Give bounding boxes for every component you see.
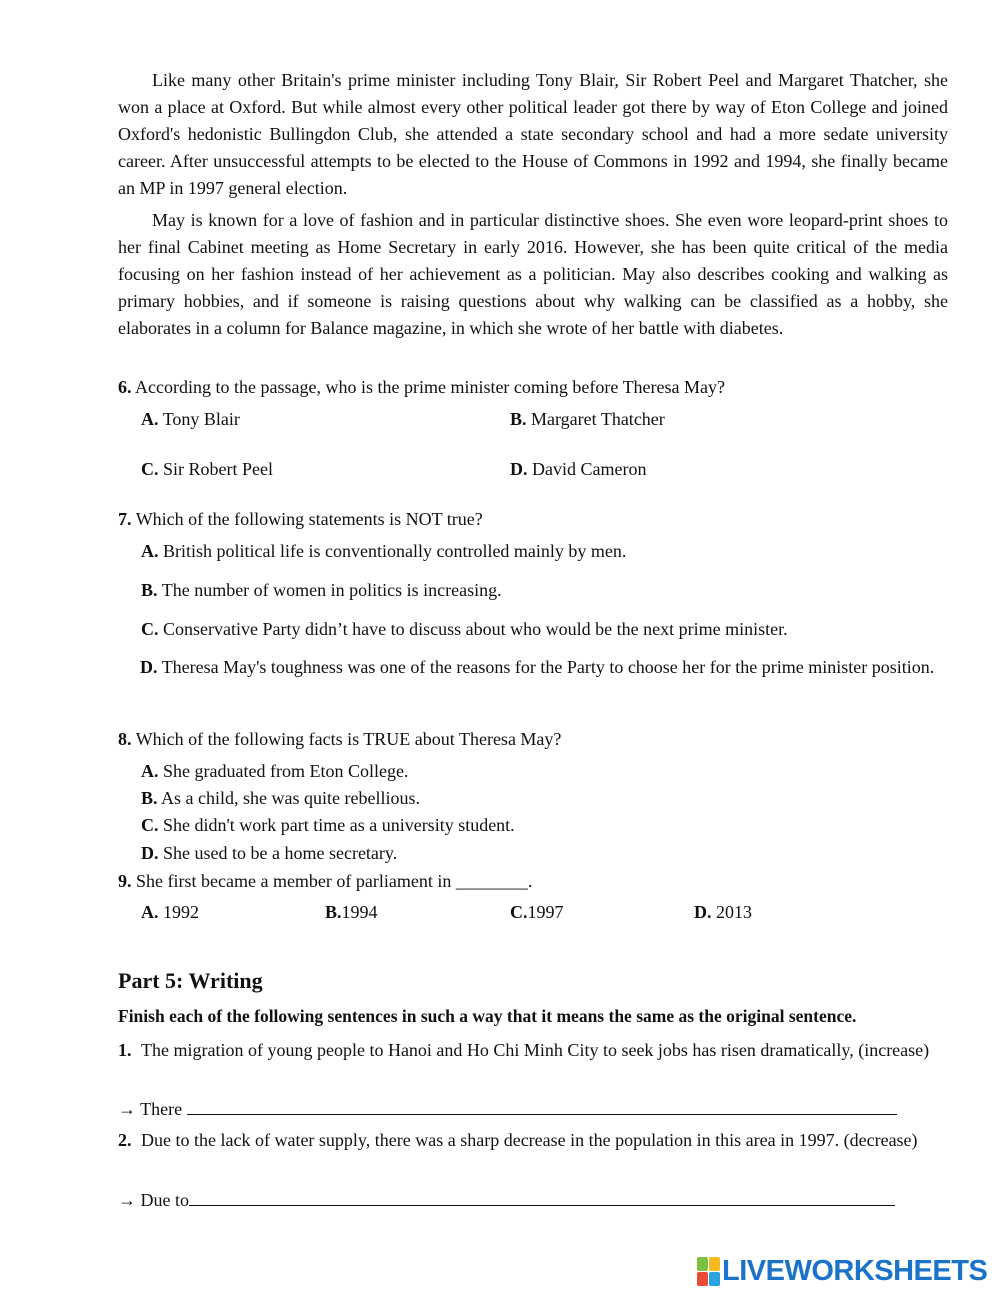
item-number: 2. [118,1130,132,1150]
option-text: British political life is conventionally controlled mainly by men. [163,541,627,561]
logo-tile-l [697,1257,708,1271]
q9-option-d[interactable] [694,900,752,924]
q7-option-d[interactable] [140,650,948,684]
option-text: Sir Robert Peel [163,459,273,479]
question-9 [118,869,532,893]
option-letter: C. [141,459,159,479]
q8-option-b[interactable] [141,786,420,810]
question-number: 9. [118,871,132,891]
option-text: 1994 [341,902,378,922]
option-text: 2013 [716,902,752,922]
logo-tile-e [709,1272,720,1286]
q6-option-a[interactable] [141,407,240,431]
answer-blank[interactable] [189,1187,895,1206]
option-text: She didn't work part time as a university student. [163,815,515,835]
option-letter: A. [141,761,159,781]
logo-icon [697,1257,720,1286]
option-letter: C. [141,619,159,639]
question-number: 8. [118,729,132,749]
option-letter: D. [140,657,158,677]
q8-option-d[interactable] [141,841,397,865]
question-8 [118,727,561,751]
writing-item-1 [118,1037,948,1064]
option-text: Margaret Thatcher [531,409,665,429]
writing-instruction: Finish each of the following sentences in such a way that it means the same as the original sentence. [118,1006,857,1026]
answer-prompt: → There [118,1099,183,1119]
option-text: As a child, she was quite rebellious. [161,788,420,808]
writing-item-2 [118,1127,948,1154]
option-text: David Cameron [532,459,647,479]
question-number: 7. [118,509,132,529]
logo-tile-v [697,1272,708,1286]
answer-prompt: → Due to [118,1190,189,1210]
q9-option-a[interactable] [141,900,199,924]
liveworksheets-logo [697,1254,987,1288]
option-letter: A. [141,409,159,429]
q7-option-c[interactable] [141,617,788,641]
q8-option-c[interactable] [141,813,515,837]
option-text: 1997 [527,902,564,922]
q8-option-a[interactable] [141,759,408,783]
q9-option-c[interactable] [510,900,564,924]
question-6 [118,375,725,399]
item-text: The migration of young people to Hanoi and Ho Chi Minh City to seek jobs has risen dramatically, (increase) [141,1040,930,1060]
question-7 [118,507,483,531]
option-text: The number of women in politics is increasing. [161,580,502,600]
passage-paragraph-2: May is known for a love of fashion and in particular distinctive shoes. She even wore leopard-print shoes to her final Cabinet meeting as Home Secretary in early 2016. However, she has been quite critical of the media focusing on her fashion instead of her achievement as a politician. May also describes cooking and walking as primary hobbies, and if someone is raising questions about why walking can be classified as a hobby, she elaborates in a column for Balance magazine, in which she wrote of her battle with diabetes. [118,210,948,338]
option-letter: B. [141,788,158,808]
option-letter: D. [141,843,159,863]
q6-option-c[interactable] [141,457,273,481]
question-text: Which of the following statements is NOT true? [135,509,483,529]
question-number: 6. [118,377,132,397]
option-letter: B. [325,902,342,922]
option-letter: C. [510,902,528,922]
question-text: Which of the following facts is TRUE about Theresa May? [135,729,562,749]
q6-option-d[interactable] [510,457,646,481]
writing-answer-1 [118,1096,897,1121]
option-letter: D. [694,902,712,922]
option-letter: B. [141,580,158,600]
option-letter: D. [510,459,528,479]
option-letter: A. [141,541,159,561]
question-text: She first became a member of parliament in ________. [136,871,533,891]
section-title: Part 5: Writing [118,968,263,993]
q6-option-b[interactable] [510,407,665,431]
question-text: According to the passage, who is the prime minister coming before Theresa May? [135,377,726,397]
q7-option-a[interactable] [141,539,626,563]
item-text: Due to the lack of water supply, there was a sharp decrease in the population in this area in 1997. (decrease) [141,1130,918,1150]
writing-answer-2 [118,1187,895,1212]
option-text: 1992 [163,902,199,922]
item-number: 1. [118,1040,132,1060]
option-text: Theresa May's toughness was one of the reasons for the Party to choose her for the prime minister position. [161,657,935,677]
passage-paragraph-1: Like many other Britain's prime minister including Tony Blair, Sir Robert Peel and Margaret Thatcher, she won a place at Oxford. But while almost every other political leader got there by way of Eton College and joined Oxford's hedonistic Bullingdon Club, she attended a state secondary school and had a more sedate university career. After unsuccessful attempts to be elected to the House of Commons in 1992 and 1994, she finally became an MP in 1997 general election. [118,70,948,198]
option-text: She used to be a home secretary. [163,843,398,863]
logo-text: LIVEWORKSHEETS [722,1254,988,1287]
logo-tile-i [709,1257,720,1271]
option-text: Conservative Party didn’t have to discuss about who would be the next prime minister. [163,619,788,639]
option-letter: A. [141,902,159,922]
answer-blank[interactable] [187,1096,897,1115]
option-letter: B. [510,409,527,429]
option-text: Tony Blair [162,409,240,429]
q9-option-b[interactable] [325,900,378,924]
option-text: She graduated from Eton College. [163,761,409,781]
option-letter: C. [141,815,159,835]
q7-option-b[interactable] [141,578,502,602]
